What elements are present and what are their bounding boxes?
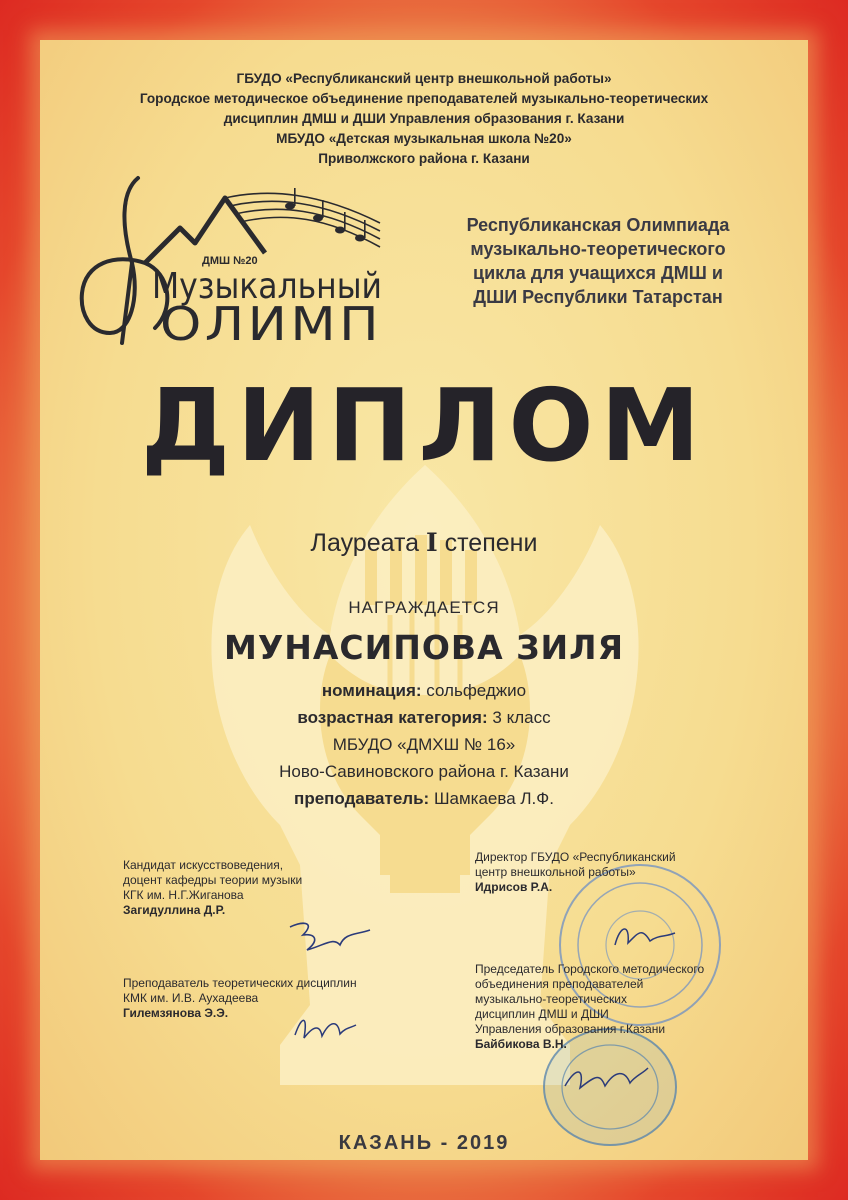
- header-line: МБУДО «Детская музыкальная школа №20»: [276, 131, 572, 146]
- signer-name: Загидуллина Д.Р.: [123, 903, 226, 917]
- organizers-header: [40, 69, 808, 169]
- olympiad-line: ДШИ Республики Татарстан: [473, 287, 723, 307]
- nomination-value: сольфеджио: [426, 681, 527, 700]
- age-label: возрастная категория:: [297, 708, 488, 727]
- olympiad-line: Республиканская Олимпиада: [466, 215, 730, 235]
- signature-block-bottom-right: [475, 962, 704, 1052]
- handwritten-signature: [560, 1058, 650, 1098]
- header-line: Городское методическое объединение преподавателей музыкально-теоретических: [139, 91, 709, 106]
- teacher-row: [40, 785, 808, 812]
- recipient-name: МУНАСИПОВА ЗИЛЯ: [223, 628, 624, 667]
- age-value: 3 класс: [492, 708, 551, 727]
- musical-olympus-logo: [60, 168, 390, 353]
- signer-title: музыкально-теоретических: [475, 992, 627, 1006]
- logo-word1: Музыкальный: [152, 266, 382, 307]
- signer-title: КМК им. И.В. Аухадеева: [123, 991, 259, 1005]
- logo-word2: ОЛИМП: [160, 297, 382, 351]
- signer-title: Управления образования г.Казани: [475, 1022, 666, 1036]
- handwritten-signature: [290, 1010, 360, 1045]
- signer-title: объединения преподавателей: [475, 977, 644, 991]
- olympiad-line: цикла для учащихся ДМШ и: [473, 263, 723, 283]
- header-line: ГБУДО «Республиканский центр внешкольной работы»: [236, 71, 612, 86]
- signer-title: доцент кафедры теории музыки: [123, 873, 303, 887]
- mountain-icon: [145, 198, 265, 263]
- header-line: Приволжского района г. Казани: [318, 151, 530, 166]
- awarded-label: НАГРАЖДАЕТСЯ: [348, 598, 500, 617]
- teacher-label: преподаватель:: [294, 789, 430, 808]
- treble-clef-icon: [82, 178, 168, 343]
- school-line: МБУДО «ДМХШ № 16»: [332, 735, 516, 754]
- olympiad-title: [418, 213, 778, 309]
- signature-block-top-left: [123, 858, 302, 918]
- logo-school: ДМШ №20: [202, 255, 258, 267]
- laureate-degree-number: I: [425, 528, 438, 557]
- header-line: дисциплин ДМШ и ДШИ Управления образования г. Казани: [223, 111, 625, 126]
- signer-title: Преподаватель теоретических дисциплин: [123, 976, 357, 990]
- signer-title: Директор ГБУДО «Республиканский: [475, 850, 676, 864]
- city-year: КАЗАНЬ - 2019: [338, 1132, 510, 1154]
- age-row: [40, 704, 808, 731]
- signer-title: центр внешкольной работы»: [475, 865, 636, 879]
- teacher-value: Шамкаева Л.Ф.: [433, 789, 554, 808]
- signer-title: дисциплин ДМШ и ДШИ: [475, 1007, 609, 1021]
- signer-name: Байбикова В.Н.: [475, 1037, 567, 1051]
- nomination-label: номинация:: [321, 681, 422, 700]
- school-district-line: Ново-Савиновского района г. Казани: [279, 762, 569, 781]
- olympiad-line: музыкально-теоретического: [470, 239, 726, 259]
- handwritten-signature: [285, 915, 375, 960]
- signer-name: Идрисов Р.А.: [475, 880, 553, 894]
- signer-title: КГК им. Н.Г.Жиганова: [123, 888, 244, 902]
- handwritten-signature: [610, 915, 680, 955]
- signer-title: Председатель Городского методического: [475, 962, 705, 976]
- nomination-row: [40, 677, 808, 704]
- laureate-prefix: Лауреата: [310, 529, 420, 557]
- laureate-suffix: степени: [444, 529, 538, 557]
- signer-title: Кандидат искусствоведения,: [123, 858, 284, 872]
- signer-name: Гилемзянова Э.Э.: [123, 1006, 229, 1020]
- award-details: [40, 677, 808, 812]
- diploma-title: ДИПЛОМ: [140, 367, 708, 484]
- signature-block-top-right: [475, 850, 676, 895]
- laureate-degree: [40, 528, 808, 558]
